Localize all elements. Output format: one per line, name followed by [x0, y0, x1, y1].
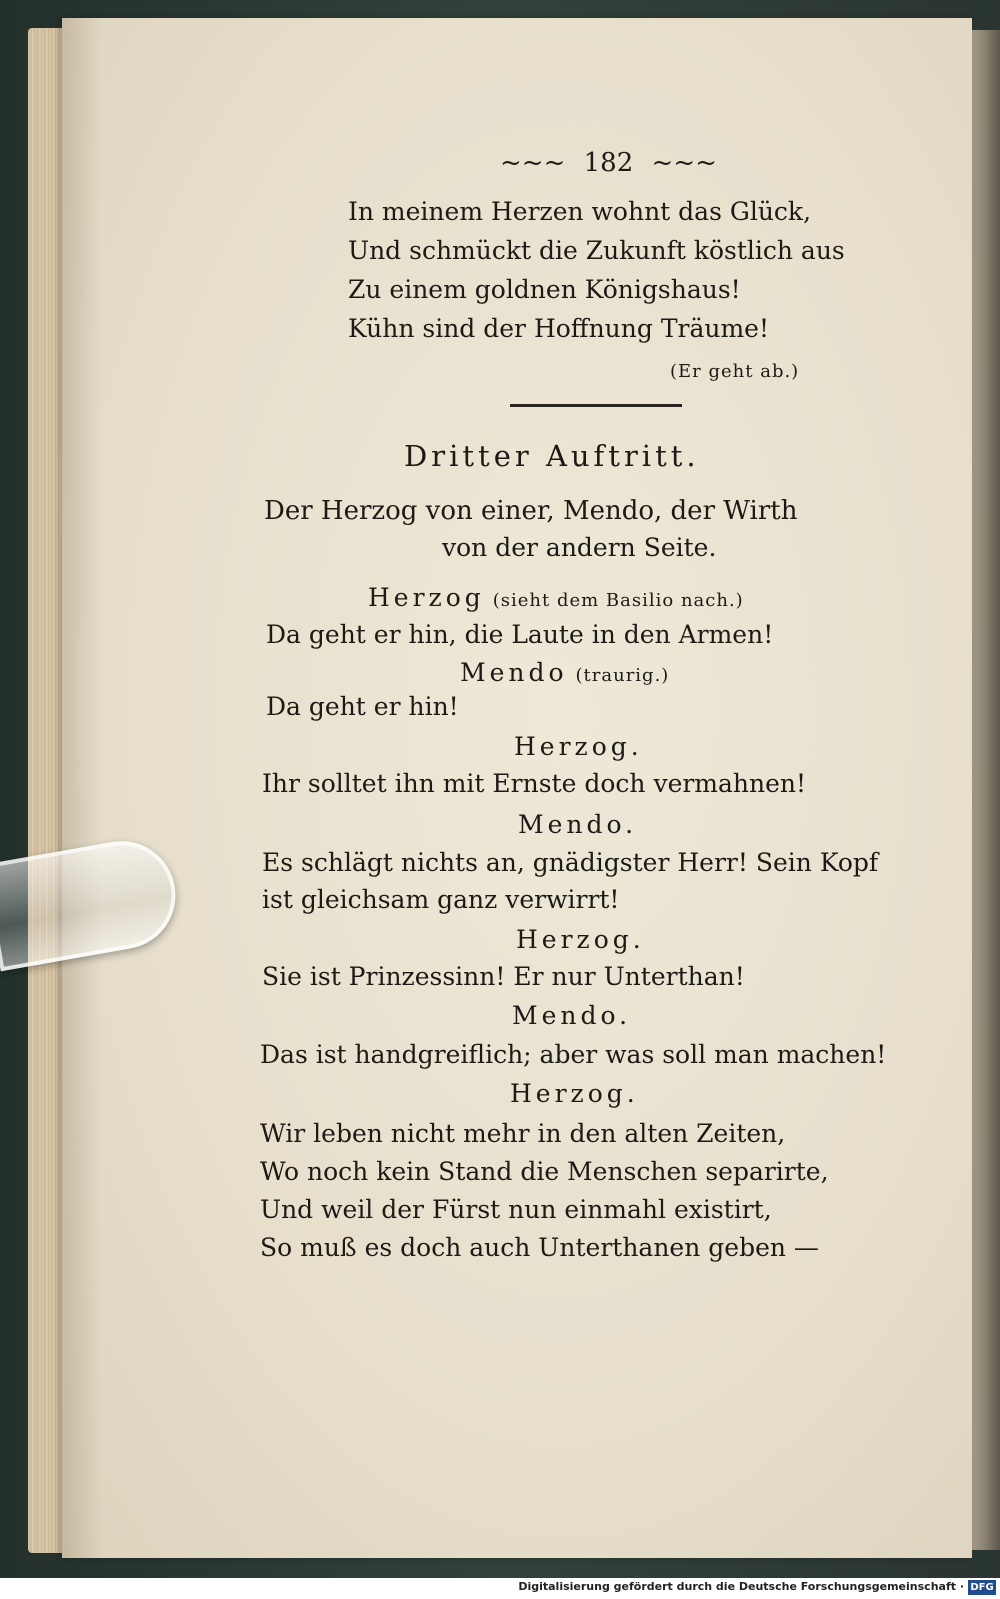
header-ornament-left: ~~~ [500, 148, 566, 178]
footer-credit: Digitalisierung gefördert durch die Deutsche Forschungsgemeinschaft · [518, 1580, 964, 1593]
verse-line-3: Zu einem goldnen Königshaus! [348, 275, 741, 304]
dialogue-line: Ihr solltet ihn mit Ernste doch vermahnen! [262, 769, 807, 798]
speaker-herzog-1 [368, 583, 744, 616]
footer-bar [0, 1578, 1000, 1599]
stage-direction-line-1: Der Herzog von einer, Mendo, der Wirth [264, 496, 798, 526]
speaker-direction: (sieht dem Basilio nach.) [492, 590, 744, 611]
speaker-name: Mendo [460, 658, 568, 687]
dialogue-line: Da geht er hin, die Laute in den Armen! [266, 620, 774, 649]
speaker-mendo-1 [460, 658, 669, 691]
dialogue-line: ist gleichsam ganz verwirrt! [262, 885, 620, 914]
stage-exit: (Er geht ab.) [670, 361, 800, 382]
verse-line-2: Und schmückt die Zukunft köstlich aus [348, 236, 845, 265]
speaker-mendo-3: Mendo. [512, 1001, 632, 1030]
page-header [500, 148, 717, 178]
page-number: 182 [583, 148, 634, 178]
dialogue-line: Da geht er hin! [266, 692, 459, 721]
dialogue-line: Wir leben nicht mehr in den alten Zeiten, [260, 1119, 786, 1148]
dialogue-line: Und weil der Fürst nun einmahl existirt, [260, 1195, 772, 1224]
speaker-herzog-2: Herzog. [514, 732, 643, 761]
stage-direction-line-2: von der andern Seite. [442, 533, 717, 562]
dialogue-line: So muß es doch auch Unterthanen geben — [260, 1233, 819, 1262]
header-ornament-right: ~~~ [651, 148, 717, 178]
verse-line-1: In meinem Herzen wohnt das Glück, [348, 197, 812, 226]
speaker-herzog-3: Herzog. [516, 925, 645, 954]
speaker-herzog-4: Herzog. [510, 1079, 639, 1108]
page-shadow [62, 18, 102, 1558]
verse-line-4: Kühn sind der Hoffnung Träume! [348, 314, 769, 343]
dfg-logo: DFG [968, 1580, 996, 1595]
speaker-mendo-2: Mendo. [518, 810, 638, 839]
dialogue-line: Es schlägt nichts an, gnädigster Herr! Sein Kopf [262, 848, 879, 877]
scene-heading: Dritter Auftritt. [404, 439, 700, 473]
dialogue-line: Wo noch kein Stand die Menschen separirte, [260, 1157, 829, 1186]
page-clip [0, 833, 172, 963]
clip-body [0, 833, 184, 972]
dialogue-line: Das ist handgreiflich; aber was soll man machen! [260, 1040, 887, 1069]
dialogue-line: Sie ist Prinzessinn! Er nur Unterthan! [262, 962, 745, 991]
section-rule [510, 404, 682, 407]
speaker-name: Herzog [368, 583, 485, 612]
speaker-direction: (traurig.) [575, 665, 670, 686]
